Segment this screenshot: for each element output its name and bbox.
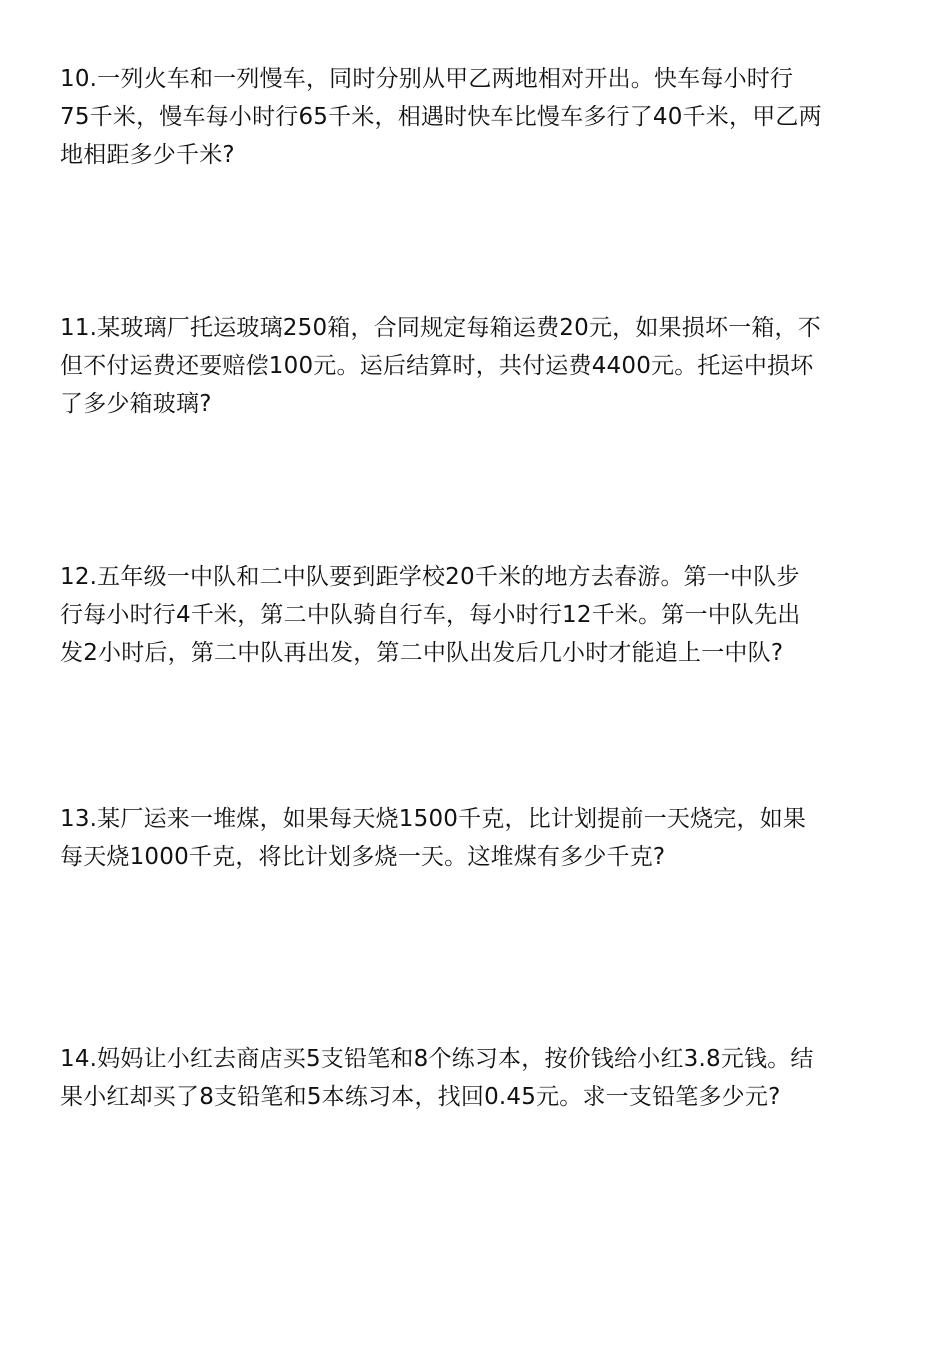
problem-line: 行每小时行4千米，第二中队骑自行车，每小时行12千米。第一中队先出 [60,602,801,628]
problem-line: 果小红却买了8支铅笔和5本练习本，找回0.45元。求一支铅笔多少元? [60,1084,781,1110]
problem-14 [60,1040,890,1116]
problem-line: 10.一列火车和一列慢车，同时分别从甲乙两地相对开出。快车每小时行 [60,66,794,92]
problem-line: 但不付运费还要赔偿100元。运后结算时，共付运费4400元。托运中损坏 [60,353,814,379]
problem-12 [60,558,890,672]
problem-line: 发2小时后，第二中队再出发，第二中队出发后几小时才能追上一中队? [60,640,784,666]
problem-line: 75千米，慢车每小时行65千米，相遇时快车比慢车多行了40千米，甲乙两 [60,104,822,130]
problem-11 [60,309,890,423]
problem-line: 14.妈妈让小红去商店买5支铅笔和8个练习本，按价钱给小红3.8元钱。结 [60,1046,814,1072]
problem-line: 了多少箱玻璃? [60,391,212,417]
problem-line: 地相距多少千米? [60,142,235,168]
problem-line: 13.某厂运来一堆煤，如果每天烧1500千克，比计划提前一天烧完，如果 [60,806,807,832]
problem-line: 11.某玻璃厂托运玻璃250箱，合同规定每箱运费20元，如果损坏一箱，不 [60,315,821,341]
problem-line: 12.五年级一中队和二中队要到距学校20千米的地方去春游。第一中队步 [60,564,800,590]
problem-10 [60,60,890,174]
problem-line: 每天烧1000千克，将比计划多烧一天。这堆煤有多少千克? [60,844,666,870]
problem-13 [60,800,890,876]
